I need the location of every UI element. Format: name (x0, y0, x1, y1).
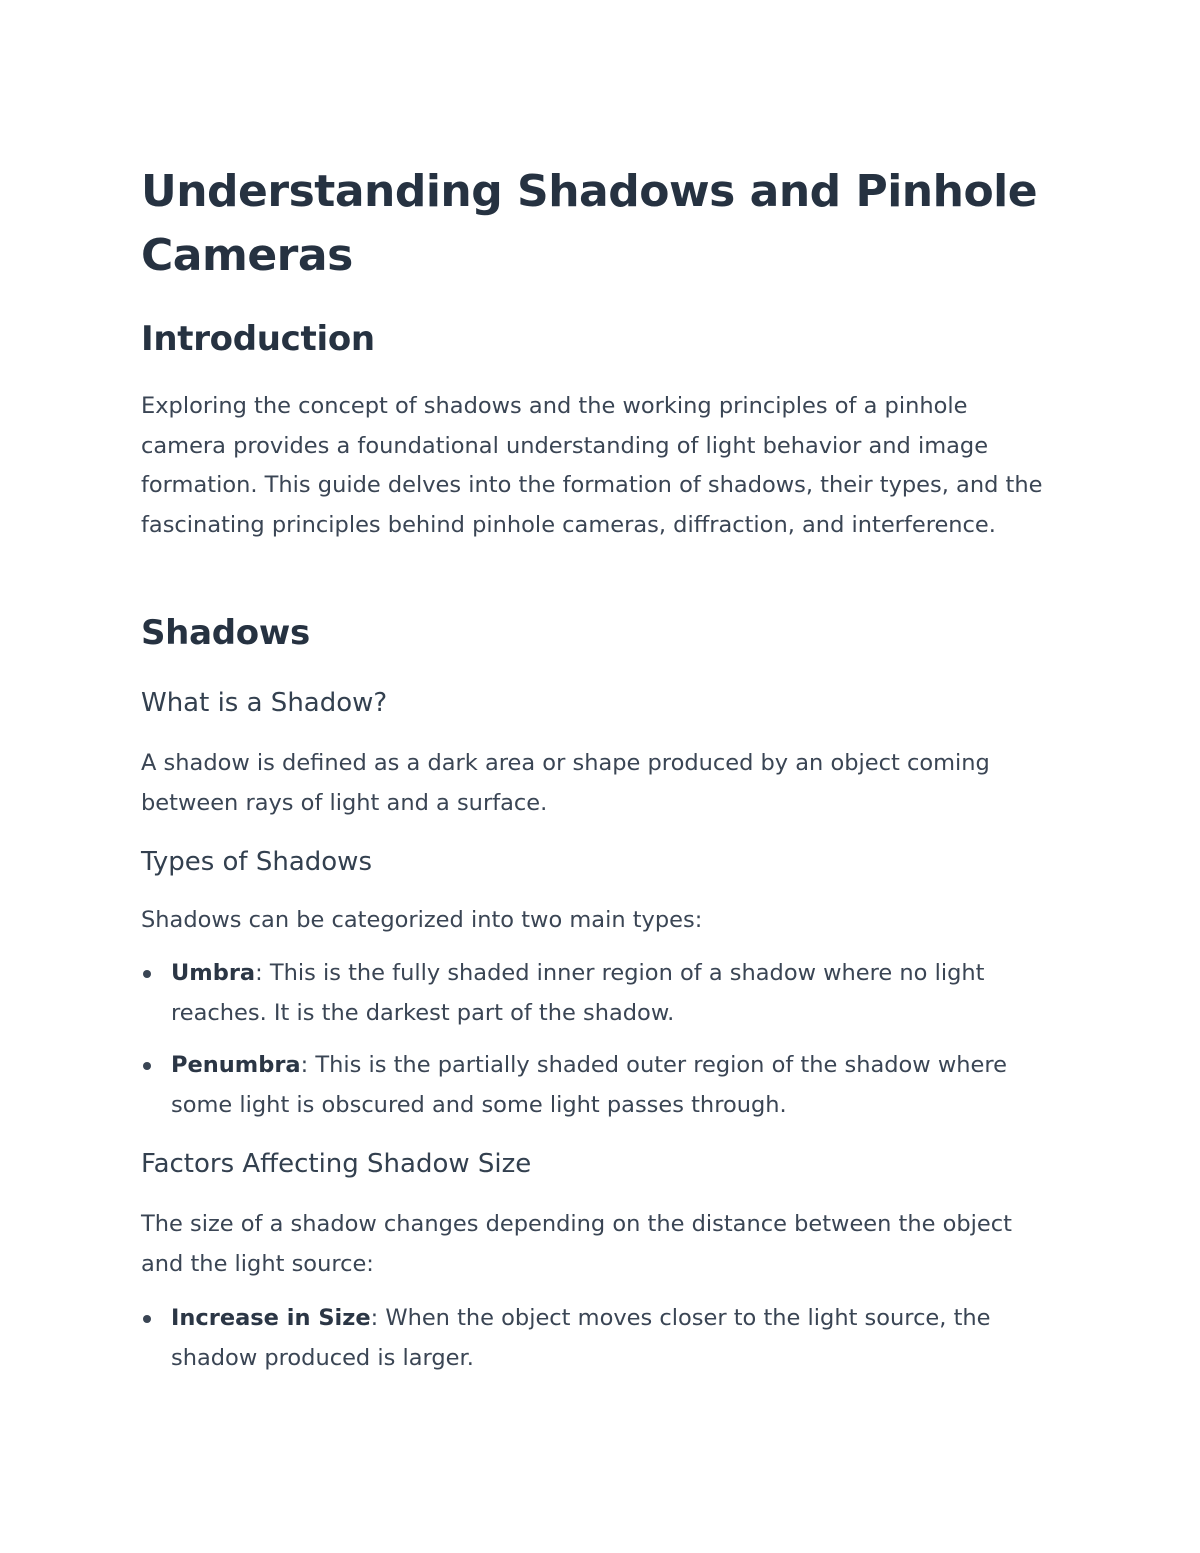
what-is-shadow-paragraph: A shadow is defined as a dark area or shape produced by an object coming between rays of light and a surface. (141, 750, 990, 816)
shadows-heading: Shadows (141, 613, 310, 653)
factors-intro: The size of a shadow changes depending on the distance between the object and the light source: (141, 1211, 1012, 1277)
what-is-shadow-heading: What is a Shadow? (141, 688, 388, 718)
page-title: Understanding Shadows and Pinhole Cameras (141, 166, 1038, 281)
factors-list (141, 1299, 1061, 1378)
types-of-shadows-intro: Shadows can be categorized into two main types: (141, 907, 703, 933)
introduction-paragraph: Exploring the concept of shadows and the working principles of a pinhole camera provides a foundational understanding of light behavior and image formation. This guide delves into the formation of shadows, their types, and the fascinating principles behind pinhole cameras, diffraction, and interference. (141, 393, 1043, 538)
bullet-icon (143, 1315, 151, 1323)
definition-penumbra: : This is the partially shaded outer region of the shadow where some light is obscured and some light passes through. (171, 1052, 1007, 1118)
definition-increase-in-size: : When the object moves closer to the light source, the shadow produced is larger. (171, 1305, 991, 1371)
term-umbra: Umbra (171, 960, 256, 986)
list-item-umbra (141, 954, 1061, 1033)
definition-umbra: : This is the fully shaded inner region of a shadow where no light reaches. It is the darkest part of the shadow. (171, 960, 985, 1026)
bullet-icon (143, 970, 151, 978)
shadow-types-list (141, 954, 1061, 1125)
list-item-increase-in-size (141, 1299, 1061, 1378)
bullet-icon (143, 1062, 151, 1070)
term-penumbra: Penumbra (171, 1052, 301, 1078)
types-of-shadows-heading: Types of Shadows (141, 847, 372, 877)
factors-heading: Factors Affecting Shadow Size (141, 1149, 532, 1179)
list-item-penumbra (141, 1046, 1061, 1125)
term-increase-in-size: Increase in Size (171, 1305, 371, 1331)
introduction-heading: Introduction (141, 319, 375, 359)
